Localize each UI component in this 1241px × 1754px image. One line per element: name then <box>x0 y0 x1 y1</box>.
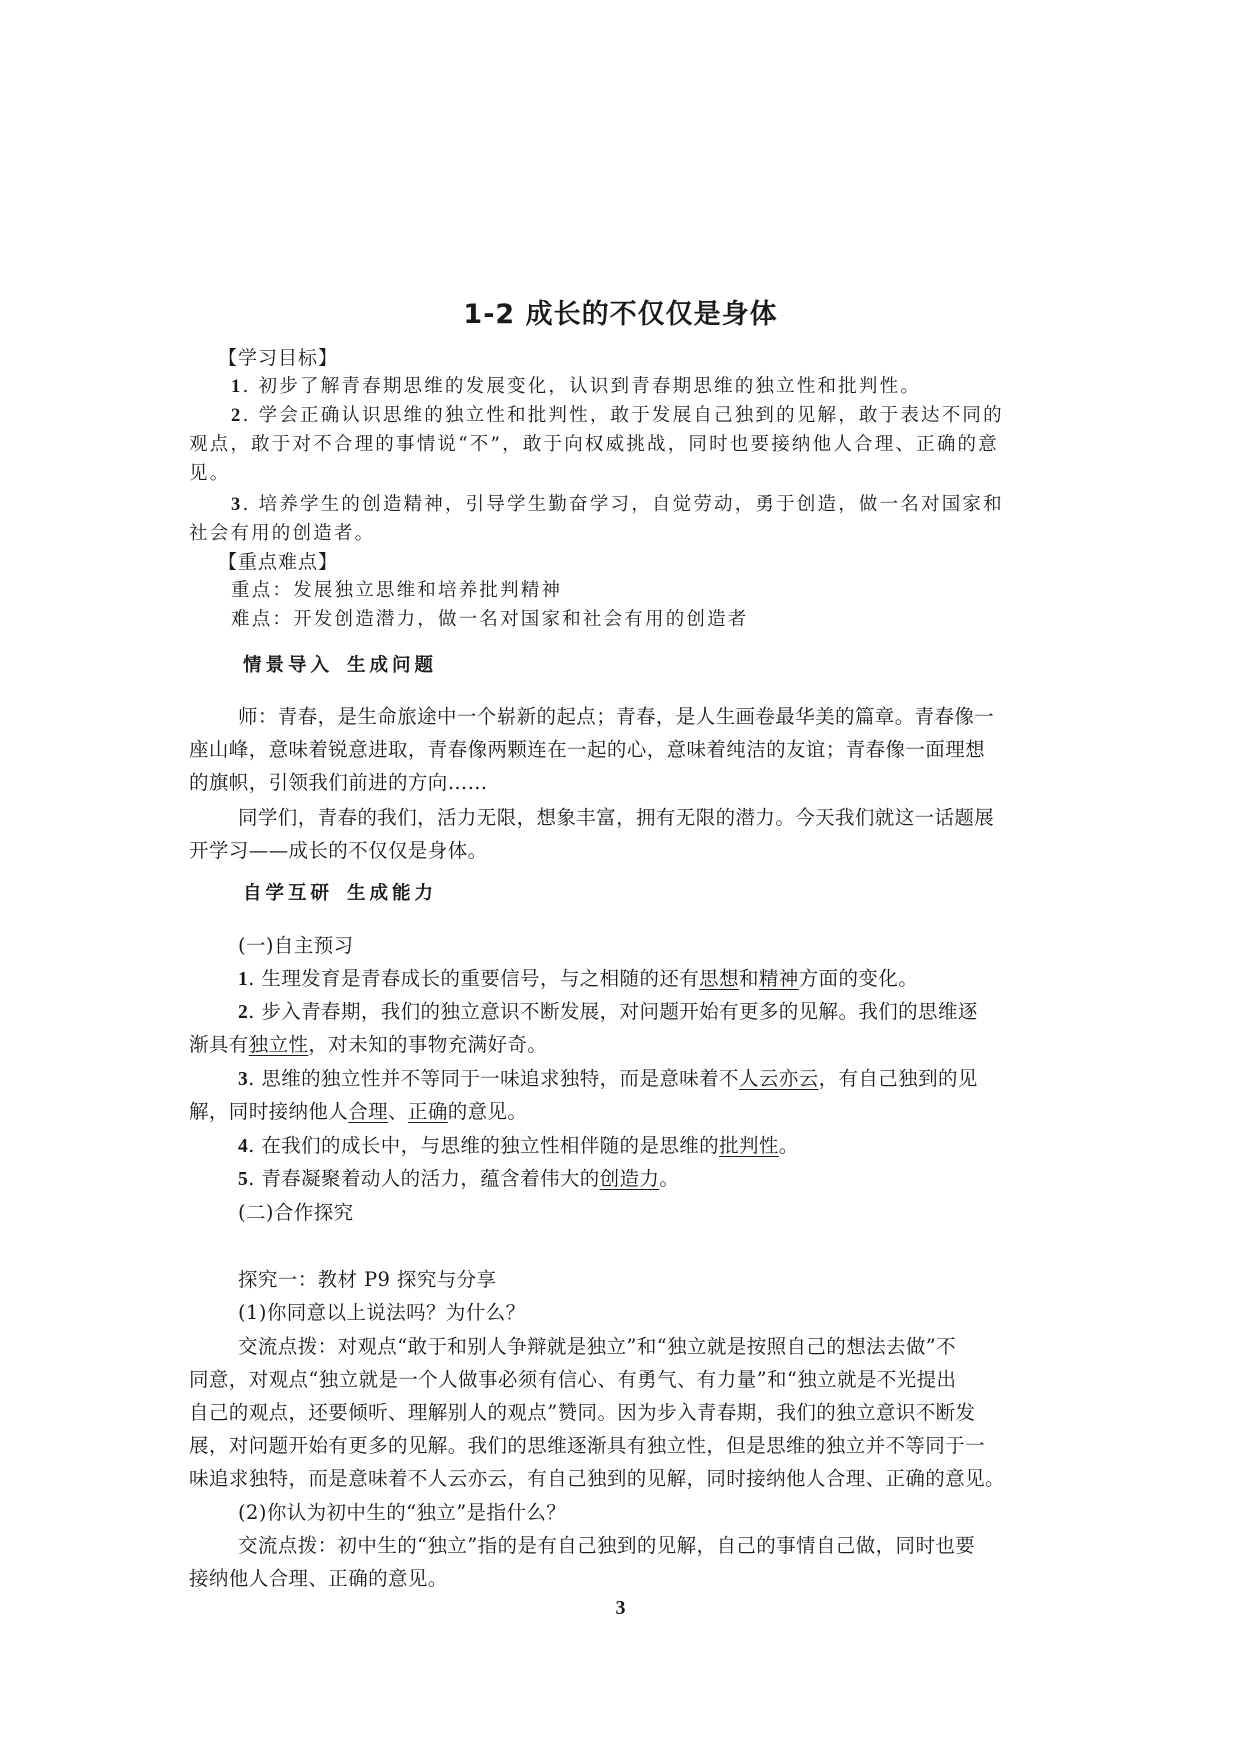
objective-text: . 学会正确认识思维的独立性和批判性，敢于发展自己独到的见解，敢于表达不同的 <box>242 405 1004 426</box>
item-number: 1 <box>238 969 249 990</box>
answer-blank: 独立性 <box>248 1033 309 1056</box>
question-text: ，有自己独到的见 <box>818 1067 978 1090</box>
question-text: . 生理发育是青春成长的重要信号，与之相随的还有 <box>248 967 700 990</box>
page-title: 1-2 成长的不仅仅是身体 <box>463 299 778 330</box>
section-heading-intro <box>243 651 1113 677</box>
question-text: 解，同时接纳他人 <box>189 1100 349 1123</box>
subsection-cooperative-inquiry: (二)合作探究 <box>238 1201 354 1224</box>
key-point: 重点：发展独立思维和培养批判精神 <box>231 580 563 601</box>
inquiry-answer-1-line-2: 同意，对观点“独立就是一个人做事必须有信心、有勇气、有力量”和“独立就是不光提出 <box>189 1368 957 1391</box>
section-heading-part: 生成问题 <box>347 655 438 676</box>
answer-blank: 人云亦云 <box>738 1067 819 1090</box>
item-number: 5 <box>238 1169 249 1190</box>
objectives-heading: 【学习目标】 <box>218 347 339 369</box>
question-text: 渐具有 <box>189 1033 249 1056</box>
question-text: 、 <box>388 1100 408 1123</box>
item-number: 3 <box>231 495 243 515</box>
section-heading-part: 情景导入 <box>243 655 334 676</box>
question-text: . 步入青春期，我们的独立意识不断发展，对问题开始有更多的见解。我们的思维逐 <box>248 1000 978 1023</box>
objective-text: . 初步了解青春期思维的发展变化，认识到青春期思维的独立性和批判性。 <box>242 376 922 397</box>
preview-question-2-line-2 <box>189 1029 1059 1057</box>
inquiry-answer-1-line-5: 味追求独特，而是意味着不人云亦云，有自己独到的见解，同时接纳他人合理、正确的意见。 <box>189 1467 1005 1490</box>
inquiry-answer-1-line-3: 自己的观点，还要倾听、理解别人的观点”赞同。因为步入青春期，我们的独立意识不断发 <box>189 1401 976 1424</box>
objective-item-2 <box>231 401 1059 427</box>
objective-item-3 <box>231 490 1059 516</box>
question-text: 和 <box>738 967 759 990</box>
item-number: 2 <box>231 406 243 426</box>
question-text: 的意见。 <box>447 1100 528 1123</box>
inquiry-question-1: (1)你同意以上说法吗？为什么？ <box>238 1301 526 1324</box>
intro-paragraph-2: 同学们，青春的我们，活力无限，想象丰富，拥有无限的潜力。今天我们就这一话题展 <box>238 806 995 829</box>
inquiry-answer-2: 交流点拨：初中生的“独立”指的是有自己独到的见解，自己的事情自己做，同时也要 <box>238 1534 976 1557</box>
question-text: . 青春凝聚着动人的活力，蕴含着伟大的 <box>248 1167 600 1190</box>
objective-item-1 <box>231 372 1059 398</box>
page-number: 3 <box>615 1597 626 1619</box>
intro-paragraph-1: 师：青春，是生命旅途中一个崭新的起点；青春，是人生画卷最华美的篇章。青春像一 <box>238 705 995 728</box>
answer-blank: 创造力 <box>599 1167 660 1190</box>
inquiry-answer-1-line-4: 展，对问题开始有更多的见解。我们的思维逐渐具有独立性，但是思维的独立并不等同于一 <box>189 1434 986 1457</box>
section-heading-part: 自学互研 <box>243 883 334 904</box>
inquiry-answer-1: 交流点拨：对观点“敢于和别人争辩就是独立”和“独立就是按照自己的想法去做”不 <box>238 1335 957 1358</box>
answer-blank: 合理 <box>348 1100 389 1123</box>
answer-blank: 批判性 <box>719 1134 779 1157</box>
difficult-point: 难点：开发创造潜力，做一名对国家和社会有用的创造者 <box>231 609 749 630</box>
answer-blank: 精神 <box>758 967 799 990</box>
intro-paragraph-1-line-2: 座山峰，意味着锐意进取，青春像两颗连在一起的心，意味着纯洁的友谊；青春像一面理想 <box>189 738 986 761</box>
preview-question-3-line-2 <box>189 1096 1059 1124</box>
inquiry-question-2: (2)你认为初中生的“独立”是指什么？ <box>238 1501 567 1524</box>
question-text: . 思维的独立性并不等同于一味追求独特，而是意味着不 <box>248 1067 739 1090</box>
objective-text: . 培养学生的创造精神，引导学生勤奋学习，自觉劳动，勇于创造，做一名对国家和 <box>242 494 1004 515</box>
question-text: 。 <box>659 1167 680 1190</box>
preview-question-3 <box>238 1063 1059 1091</box>
inquiry-title: 探究一：教材 P9 探究与分享 <box>238 1268 497 1291</box>
item-number: 4 <box>238 1136 249 1157</box>
section-heading-study <box>243 879 1113 905</box>
preview-question-5 <box>238 1163 1059 1191</box>
item-number: 2 <box>238 1002 249 1023</box>
preview-question-4 <box>238 1130 1059 1158</box>
answer-blank: 正确 <box>407 1100 448 1123</box>
objective-item-2-line-3: 见。 <box>189 463 231 484</box>
question-text: 方面的变化。 <box>798 967 919 990</box>
objective-item-3-line-2: 社会有用的创造者。 <box>189 523 376 544</box>
subsection-self-preview: (一)自主预习 <box>238 934 354 957</box>
item-number: 3 <box>238 1069 249 1090</box>
question-text: ，对未知的事物充满好奇。 <box>308 1033 548 1056</box>
section-heading-part: 生成能力 <box>347 883 438 904</box>
item-number: 1 <box>231 377 243 397</box>
intro-paragraph-2-line-2: 开学习——成长的不仅仅是身体。 <box>189 839 488 862</box>
preview-question-2 <box>238 996 1059 1024</box>
preview-question-1 <box>238 963 1059 991</box>
inquiry-answer-2-line-2: 接纳他人合理、正确的意见。 <box>189 1567 448 1590</box>
keypoints-heading: 【重点难点】 <box>218 551 339 573</box>
intro-paragraph-1-line-3: 的旗帜，引领我们前进的方向…… <box>189 771 488 794</box>
answer-blank: 思想 <box>699 967 739 990</box>
question-text: . 在我们的成长中，与思维的独立性相伴随的是思维的 <box>248 1134 720 1157</box>
question-text: 。 <box>778 1134 799 1157</box>
objective-item-2-line-2: 观点，敢于对不合理的事情说“不”，敢于向权威挑战，同时也要接纳他人合理、正确的意 <box>189 434 999 455</box>
